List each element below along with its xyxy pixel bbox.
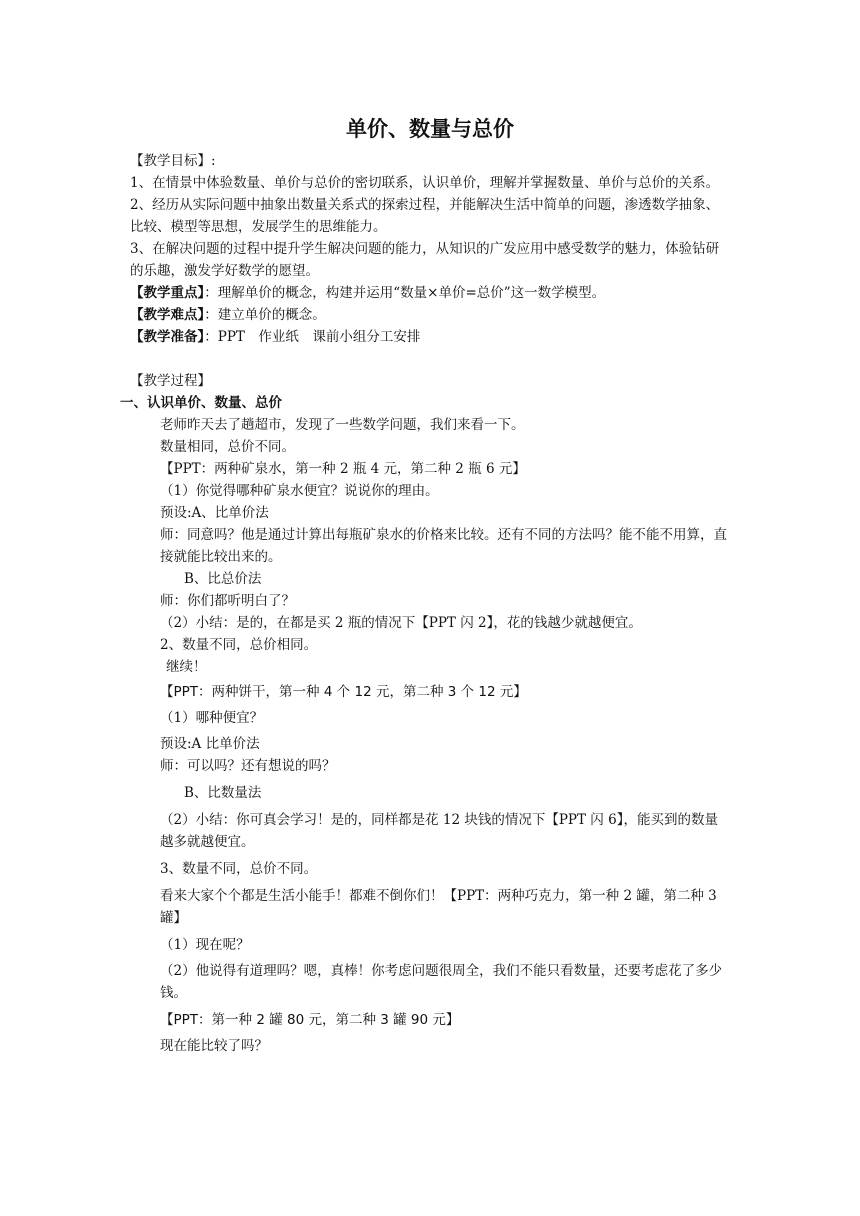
ppt-note: 【PPT：第一种 2 罐 80 元，第二种 3 罐 90 元】 [160,1012,460,1028]
key-point-label: 【教学重点】 [130,285,205,301]
difficulty-text: ：建立单价的概念。 [204,307,326,323]
subsection-heading: 2、数量不同，总价相同。 [160,637,318,653]
paragraph: （1）现在呢？ [160,937,250,953]
paragraph: 老师昨天去了趟超市，发现了一些数学问题，我们来看一下。 [160,417,525,433]
paragraph: 现在能比较了吗？ [160,1038,268,1054]
objective-item: 3、在解决问题的过程中提升学生解决问题的能力，从知识的广发应用中感受数学的魅力，体验钻研的乐趣，激发学好数学的愿望。 [130,241,720,279]
ppt-note: 【PPT：两种饼干，第一种 4 个 12 元，第二种 3 个 12 元】 [160,684,527,700]
difficulty-label: 【教学难点】 [130,307,205,323]
paragraph: 师：同意吗？他是通过计算出每瓶矿泉水的价格来比较。还有不同的方法吗？能不能不用算，直接就能比较出来的。 [160,527,727,565]
paragraph: B、比数量法 [184,785,262,801]
paragraph: 师：可以吗？还有想说的吗？ [160,758,336,774]
key-point-text: ：理解单价的概念，构建并运用“数量×单价=总价”这一数学模型。 [204,285,606,301]
objective-item: 2、经历从实际问题中抽象出数量关系式的探索过程，并能解决生活中简单的问题，渗透数学抽象、比较、模型等思想，发展学生的思维能力。 [130,197,720,235]
process-heading: 【教学过程】 [130,373,211,389]
document-title: 单价、数量与总价 [346,117,514,141]
paragraph: 继续！ [166,659,207,675]
prep-label: 【教学准备】 [130,329,205,345]
subsection-heading: 3、数量不同，总价不同。 [160,861,318,877]
paragraph: 预设:A 比单价法 [160,736,260,752]
paragraph: B、比总价法 [184,571,262,587]
paragraph: 看来大家个个都是生活小能手！都难不倒你们！【PPT：两种巧克力，第一种 2 罐，第二种 3 罐】 [160,888,717,926]
paragraph: 数量相同，总价不同。 [160,439,295,455]
paragraph: 预设:A、比单价法 [160,505,269,521]
paragraph: （2）他说得有道理吗？嗯，真棒！你考虑问题很周全，我们不能只看数量，还要考虑花了多少钱。 [160,963,723,1001]
prep-text: ：PPT 作业纸 课前小组分工安排 [204,329,421,345]
section-heading: 一、认识单价、数量、总价 [120,395,282,411]
objectives-heading: 【教学目标】: [130,153,216,169]
ppt-note: 【PPT：两种矿泉水，第一种 2 瓶 4 元，第二种 2 瓶 6 元】 [160,461,526,477]
key-point [130,282,730,304]
paragraph: （1）你觉得哪种矿泉水便宜？说说你的理由。 [160,483,439,499]
paragraph: （2）小结：是的，在都是买 2 瓶的情况下【PPT 闪 2】，花的钱越少就越便宜。 [160,615,642,631]
preparation [130,326,730,348]
paragraph: （2）小结：你可真会学习！是的，同样都是花 12 块钱的情况下【PPT 闪 6】，能买到的数量越多就越便宜。 [160,812,718,850]
spacer [130,348,730,370]
objective-item: 1、在情景中体验数量、单价与总价的密切联系，认识单价，理解并掌握数量、单价与总价的关系。 [130,175,720,191]
document-body [120,150,730,1057]
paragraph: （1）哪种便宜？ [160,710,264,726]
difficulty [130,304,730,326]
paragraph: 师：你们都听明白了？ [160,593,295,609]
